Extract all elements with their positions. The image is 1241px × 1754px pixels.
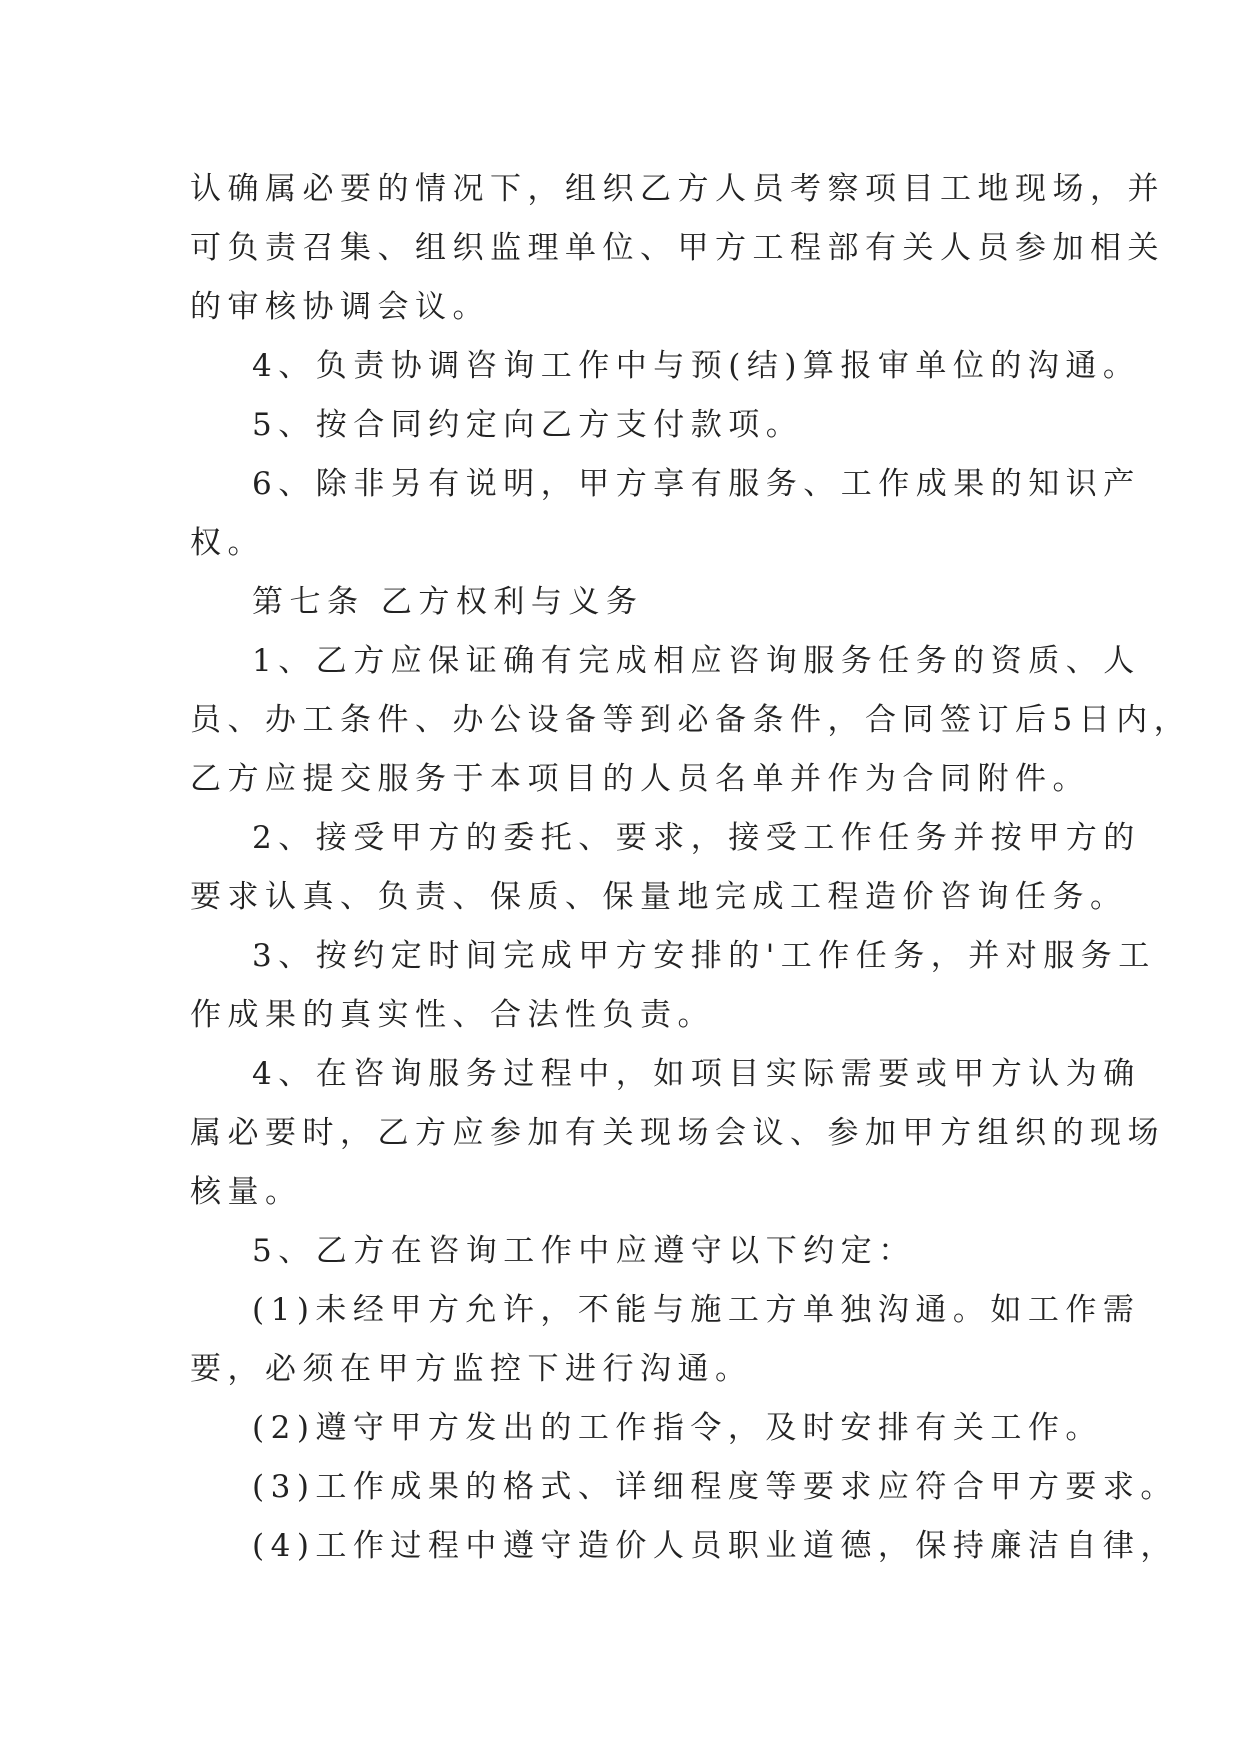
- text-line-4: 4、负责协调咨询工作中与预(结)算报审单位的沟通。: [252, 348, 1141, 384]
- section-heading: 第七条 乙方权利与义务: [252, 584, 644, 620]
- text-line-7: 权。: [190, 525, 265, 561]
- text-line-5: 5、按合同约定向乙方支付款项。: [252, 407, 804, 443]
- text-line-20: (1)未经甲方允许，不能与施工方单独沟通。如工作需: [252, 1292, 1141, 1328]
- text-line-9: 1、乙方应保证确有完成相应咨询服务任务的资质、人: [252, 643, 1141, 679]
- document-body: [190, 160, 1192, 1576]
- text-line-24: (4)工作过程中遵守造价人员职业道德，保持廉洁自律，: [252, 1528, 1178, 1564]
- text-line-10: 员、办工条件、办公设备等到必备条件，合同签订后5日内，: [190, 702, 1192, 738]
- text-line-13: 要求认真、负责、保质、保量地完成工程造价咨询任务。: [190, 879, 1128, 915]
- text-line-6: 6、除非另有说明，甲方享有服务、工作成果的知识产: [252, 466, 1141, 502]
- text-line-2: 可负责召集、组织监理单位、甲方工程部有关人员参加相关: [190, 230, 1165, 266]
- text-line-22: (2)遵守甲方发出的工作指令，及时安排有关工作。: [252, 1410, 1103, 1446]
- text-line-15: 作成果的真实性、合法性负责。: [190, 997, 715, 1033]
- text-line-11: 乙方应提交服务于本项目的人员名单并作为合同附件。: [190, 761, 1090, 797]
- text-line-21: 要，必须在甲方监控下进行沟通。: [190, 1351, 753, 1387]
- text-line-18: 核量。: [190, 1174, 303, 1210]
- text-line-14: 3、按约定时间完成甲方安排的'工作任务，并对服务工: [252, 938, 1156, 974]
- text-line-19: 5、乙方在咨询工作中应遵守以下约定：: [252, 1233, 916, 1269]
- text-line-3: 的审核协调会议。: [190, 289, 490, 325]
- text-line-17: 属必要时，乙方应参加有关现场会议、参加甲方组织的现场: [190, 1115, 1165, 1151]
- text-line-12: 2、接受甲方的委托、要求，接受工作任务并按甲方的: [252, 820, 1141, 856]
- text-line-23: (3)工作成果的格式、详细程度等要求应符合甲方要求。: [252, 1469, 1178, 1505]
- text-line-1: 认确属必要的情况下，组织乙方人员考察项目工地现场，并: [190, 171, 1165, 207]
- text-line-16: 4、在咨询服务过程中，如项目实际需要或甲方认为确: [252, 1056, 1141, 1092]
